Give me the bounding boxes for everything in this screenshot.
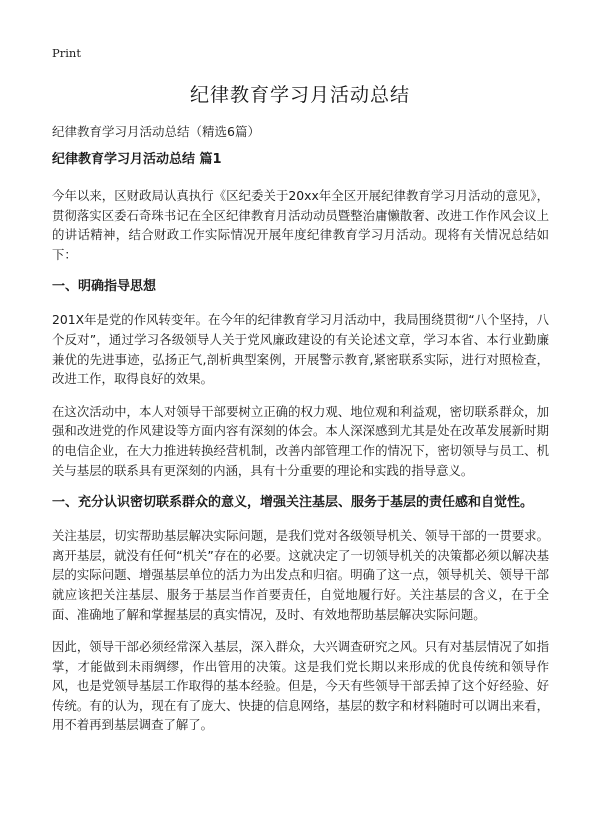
heading-guiding-ideology: 一、明确指导思想 — [52, 279, 157, 295]
paragraph-4: 因此，领导干部必须经常深入基层，深入群众，大兴调查研究之风。只有对基层情况了如指掌，才能做到未雨绸缪，作出管用的决策。这是我们党长期以来形成的优良传统和领导作风，也是党领导基层工作取得的基本经验。但是，今天有些领导干部丢掉了这个好经验、好传统。有的认为，现在有了庞大、快捷的信息网络，基层的数字和材料随时可以调出来看，用不着再到基层调查了解了。 — [52, 639, 549, 733]
paragraph-1: 201X年是党的作风转变年。在今年的纪律教育学习月活动中，我局围绕贯彻“八个坚持，八个反对”，通过学习各级领导人关于党风廉政建设的有关论述文章，学习本省、本行业勤廉兼优的先进事迹，弘扬正气,剖析典型案例，开展警示教育,紧密联系实际，进行对照检查，改进工作，取得良好的效果。 — [52, 312, 550, 387]
article-body — [52, 151, 549, 748]
paragraph-3: 关注基层，切实帮助基层解决实际问题，是我们党对各级领导机关、领导干部的一贯要求。离开基层，就没有任何“机关”存在的必要。这就决定了一切领导机关的决策都必须以解决基层的实际问题、增强基层单位的活力为出发点和归宿。明确了这一点，领导机关、领导干部就应该把关注基层、服务于基层当作首要责任，自觉地履行好。关注基层的含义，在于全面、准确地了解和掌握基层的真实情况，及时、有效地帮助基层解决实际问题。 — [52, 528, 549, 622]
intro-paragraph: 今年以来，区财政局认真执行《区纪委关于20xx年全区开展纪律教育学习月活动的意见》，贯彻落实区委石奇珠书记在全区纪律教育月活动动员暨整治庸懒散奢、改进工作作风会议上的讲话精神，结合财政工作实际情况开展年度纪律教育学习月活动。现将有关情况总结如下： — [52, 188, 549, 262]
paragraph-2: 在这次活动中，本人对领导干部要树立正确的权力观、地位观和利益观，密切联系群众，加强和改进党的作风建设等方面内容有深刻的体会。本人深深感到尤其是处在改革发展新时期的电信企业，在大力推进转换经营机制，改善内部管理工作的情况下，密切领导与员工、机关与基层的联系具有更深刻的内涵，具有十分重要的理论和实践的指导意义。 — [52, 403, 549, 478]
heading-mass-connection: 一、充分认识密切联系群众的意义，增强关注基层、服务于基层的责任感和自觉性。 — [52, 495, 534, 511]
section-title: 纪律教育学习月活动总结 篇1 — [52, 152, 222, 167]
document-title: 纪律教育学习月活动总结 — [189, 84, 410, 106]
document-subtitle: 纪律教育学习月活动总结（精选6篇） — [52, 124, 260, 139]
print-link[interactable]: Print — [52, 46, 81, 60]
